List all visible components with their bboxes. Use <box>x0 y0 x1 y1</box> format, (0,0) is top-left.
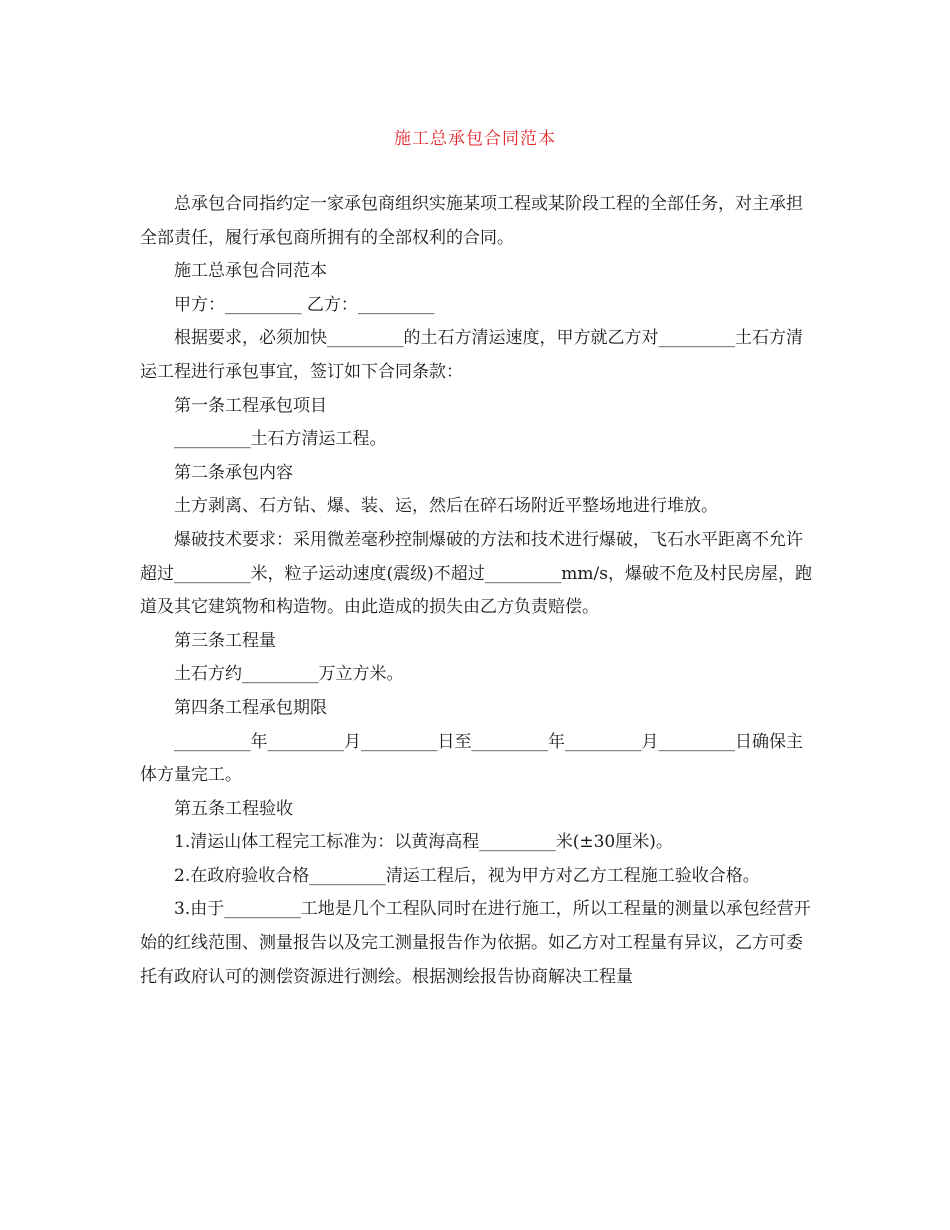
subtitle-paragraph: 施工总承包合同范本 <box>174 261 327 282</box>
article-1-text: _________土石方清运工程。 <box>174 429 387 450</box>
article-4-text: _________年_________月_________日至_________年_________月_________日确保主体方量完工。 <box>140 731 803 786</box>
article-3-text: 土石方约_________万立方米。 <box>174 664 404 685</box>
article-5-heading: 第五条工程验收 <box>174 798 293 819</box>
article-4-heading: 第四条工程承包期限 <box>174 697 327 718</box>
document-title: 施工总承包合同范本 <box>394 129 556 149</box>
parties-line: 甲方：_________ 乙方：_________ <box>174 294 435 315</box>
article-5-item-2: 2.在政府验收合格_________清运工程后，视为甲方对乙方工程施工验收合格。 <box>174 865 760 886</box>
blasting-requirements: 爆破技术要求：采用微差毫秒控制爆破的方法和技术进行爆破，飞石水平距离不允许超过_________米，粒子运动速度(震级)不超过_________mm/s，爆破不危及村民房屋，跑道及其它建筑物和构造物。由此造成的损失由乙方负责赔偿。 <box>140 529 812 618</box>
article-2-heading: 第二条承包内容 <box>174 462 293 483</box>
preamble-paragraph: 根据要求，必须加快_________的土石方清运速度，甲方就乙方对_________土石方清运工程进行承包事宜，签订如下合同条款： <box>140 328 803 382</box>
document-body <box>140 188 816 994</box>
article-3-heading: 第三条工程量 <box>174 630 276 651</box>
article-1-heading: 第一条工程承包项目 <box>174 395 327 416</box>
article-5-item-1: 1.清运山体工程完工标准为：以黄海高程_________米(±30厘米)。 <box>174 832 673 853</box>
article-5-item-3: 3.由于_________工地是几个工程队同时在进行施工，所以工程量的测量以承包经营开始的红线范围、测量报告以及完工测量报告作为依据。如乙方对工程量有异议，乙方可委托有政府认可的测偿资源进行测绘。根据测绘报告协商解决工程量 <box>140 899 811 987</box>
intro-paragraph: 总承包合同指约定一家承包商组织实施某项工程或某阶段工程的全部任务，对主承担全部责任，履行承包商所拥有的全部权利的合同。 <box>140 194 803 248</box>
article-2-text: 土方剥离、石方钻、爆、装、运，然后在碎石场附近平整场地进行堆放。 <box>174 496 718 517</box>
